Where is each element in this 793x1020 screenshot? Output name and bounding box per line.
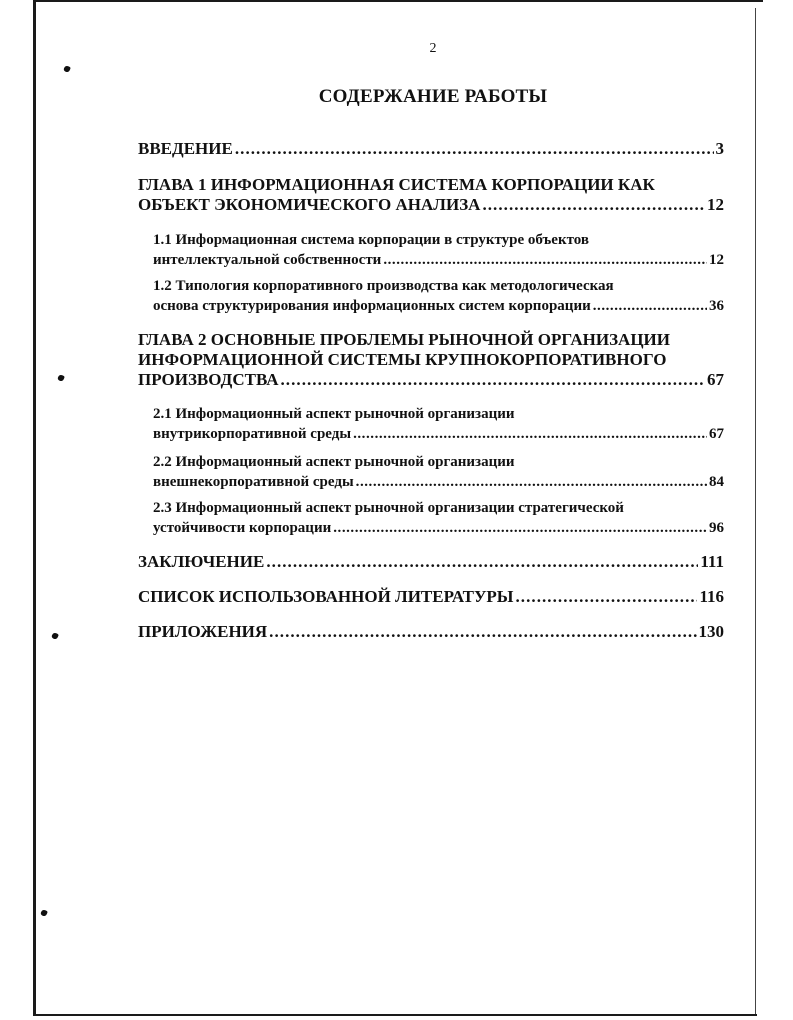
toc-entry-label: 1.1 Информационная система корпорации в структуре объектов (153, 232, 589, 248)
toc-entry-introduction[interactable] (138, 139, 724, 159)
toc-entry-section-2-1[interactable] (153, 404, 724, 444)
toc-page-number: 84 (709, 474, 724, 490)
scan-speck (57, 374, 65, 382)
toc-page-number: 116 (699, 587, 724, 606)
dot-leader (269, 622, 696, 642)
dot-leader (516, 587, 698, 607)
page-title: СОДЕРЖАНИЕ РАБОТЫ (318, 86, 548, 107)
scan-border-right (755, 8, 756, 1016)
dot-leader (356, 472, 707, 492)
toc-entry-label: основа структурирования информационных систем корпорации (153, 298, 591, 314)
toc-entry-label: внутрикорпоративной среды (153, 426, 352, 442)
scan-speck (63, 65, 71, 73)
toc-entry-section-2-2[interactable] (153, 452, 724, 492)
toc-entry-label: 1.2 Типология корпоративного производства как методологическая (153, 278, 614, 294)
toc-page-number: 67 (707, 370, 724, 389)
toc-page-number: 12 (707, 195, 724, 214)
dot-leader (482, 195, 705, 215)
dot-leader (593, 296, 707, 316)
toc-entry-label: ЗАКЛЮЧЕНИЕ (138, 552, 265, 571)
toc-entry-label: ГЛАВА 1 ИНФОРМАЦИОННАЯ СИСТЕМА КОРПОРАЦИИ КАК (138, 175, 655, 194)
page-number: 2 (429, 41, 437, 56)
toc-page-number: 12 (709, 252, 724, 268)
dot-leader (235, 139, 714, 159)
toc-page-number: 67 (709, 426, 724, 442)
toc-page-number: 3 (715, 139, 724, 158)
toc-entry-label: 2.3 Информационный аспект рыночной организации стратегической (153, 500, 624, 516)
scan-border-bottom (33, 1014, 757, 1016)
toc-entry-chapter-1[interactable] (138, 175, 724, 215)
toc-page-number: 111 (700, 552, 724, 571)
toc-entry-label: 2.2 Информационный аспект рыночной организации (153, 454, 515, 470)
dot-leader (333, 518, 707, 538)
toc-page-number: 130 (698, 622, 724, 641)
toc-entry-chapter-2[interactable] (138, 330, 724, 390)
toc-page-number: 96 (709, 520, 724, 536)
toc-entry-label: ВВЕДЕНИЕ (138, 139, 233, 158)
scan-border-top (33, 0, 763, 2)
toc-entry-label: внешнекорпоративной среды (153, 474, 354, 490)
dot-leader (281, 370, 706, 390)
dot-leader (266, 552, 698, 572)
toc-entry-section-1-1[interactable] (153, 230, 724, 270)
toc-entry-label: интеллектуальной собственности (153, 252, 382, 268)
toc-entry-label: ИНФОРМАЦИОННОЙ СИСТЕМЫ КРУПНОКОРПОРАТИВНОГО (138, 350, 667, 369)
toc-entry-label: ГЛАВА 2 ОСНОВНЫЕ ПРОБЛЕМЫ РЫНОЧНОЙ ОРГАНИЗАЦИИ (138, 330, 670, 349)
toc-entry-label: 2.1 Информационный аспект рыночной организации (153, 406, 515, 422)
toc-entry-label: СПИСОК ИСПОЛЬЗОВАННОЙ ЛИТЕРАТУРЫ (138, 587, 514, 606)
dot-leader (353, 424, 707, 444)
toc-entry-appendices[interactable] (138, 622, 724, 642)
toc-entry-label: устойчивости корпорации (153, 520, 332, 536)
toc-page-number: 36 (709, 298, 724, 314)
toc-entry-section-1-2[interactable] (153, 276, 724, 316)
toc-entry-section-2-3[interactable] (153, 498, 724, 538)
scan-speck (51, 632, 59, 640)
toc-entry-label: ПРОИЗВОДСТВА (138, 370, 279, 389)
toc-entry-conclusion[interactable] (138, 552, 724, 572)
scan-speck (40, 909, 48, 917)
toc-entry-references[interactable] (138, 587, 724, 607)
toc-entry-label: ПРИЛОЖЕНИЯ (138, 622, 268, 641)
scan-border-left (33, 0, 36, 1016)
dot-leader (383, 250, 707, 270)
toc-entry-label: ОБЪЕКТ ЭКОНОМИЧЕСКОГО АНАЛИЗА (138, 195, 481, 214)
